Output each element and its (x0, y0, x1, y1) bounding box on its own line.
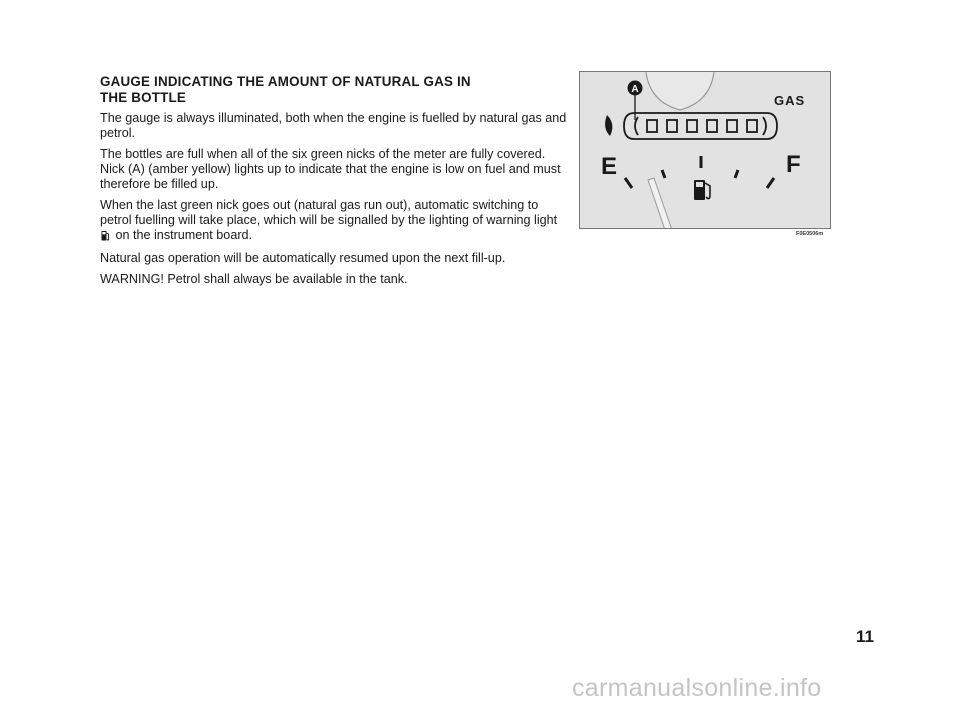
text-column (100, 74, 568, 293)
page-number: 11 (856, 627, 874, 646)
dial-arc (646, 72, 714, 110)
nick-1 (647, 120, 657, 132)
nick-6 (747, 120, 757, 132)
nick-5 (727, 120, 737, 132)
watermark: carmanualsonline.info (572, 674, 822, 702)
callout-a-label: A (631, 84, 639, 95)
paragraph-illumination: The gauge is always illuminated, both when the engine is fuelled by natural gas and petrol. (100, 111, 567, 140)
tick-three-quarter (735, 170, 738, 178)
tick-empty (625, 178, 632, 188)
gas-gauge-figure (579, 71, 831, 229)
paragraph-switching (100, 198, 568, 245)
tick-quarter (662, 170, 665, 178)
paragraph-warning: WARNING! Petrol shall always be available in the tank. (100, 272, 408, 286)
heading-line-1: GAUGE INDICATING THE AMOUNT OF NATURAL GAS IN (100, 74, 471, 89)
gas-gauge-illustration (580, 72, 830, 228)
figure-code: F0E0506m (796, 231, 824, 237)
gauge-needle (648, 178, 672, 228)
nick-4 (707, 120, 717, 132)
nick-2 (667, 120, 677, 132)
tick-full (767, 178, 774, 188)
paragraph-full-bottles: The bottles are full when all of the six green nicks of the meter are fully covered. Nick (A) (amber yellow) lights up to indicate that the engine is low on fuel and must therefore be filled up. (100, 147, 561, 191)
indicator-drop-shape (605, 115, 612, 136)
bar-end-bracket (763, 117, 766, 135)
heading-line-2: THE BOTTLE (100, 89, 187, 105)
fuel-pump-icon (694, 180, 710, 200)
fuel-pump-icon (101, 229, 110, 245)
switching-text-end: on the instrument board. (115, 228, 253, 242)
switching-text: When the last green nick goes out (natural gas run out), automatic switching to petrol fuelling will take place, which will be signalled by the lighting of warning light (100, 198, 558, 227)
full-label: F (786, 151, 801, 178)
empty-label: E (601, 153, 618, 180)
section-heading (100, 74, 568, 105)
gas-label: GAS (774, 93, 806, 108)
nick-3 (687, 120, 697, 132)
paragraph-resume: Natural gas operation will be automatically resumed upon the next fill-up. (100, 251, 506, 265)
